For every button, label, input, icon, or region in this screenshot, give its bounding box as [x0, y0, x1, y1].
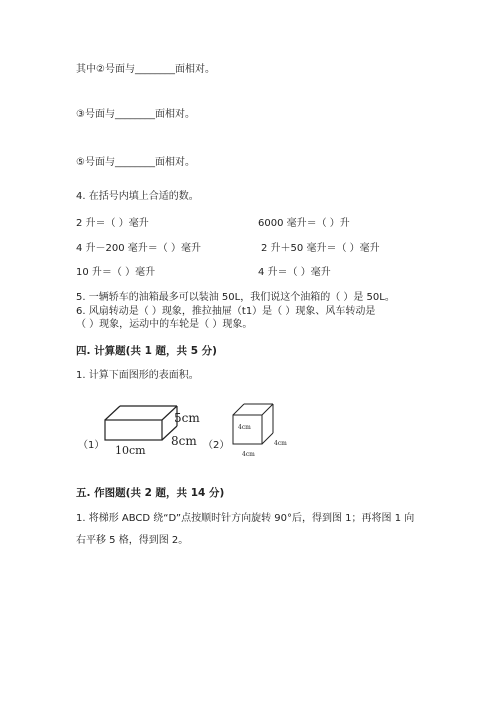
cuboid-length-label: 10cm [115, 444, 146, 457]
figure-label-2: （2） [203, 440, 230, 451]
blank-4l-to-ml: 4 升＝（ ）毫升 [258, 267, 331, 278]
cuboid-depth-label: 8cm [171, 434, 197, 448]
section-5-question-1-line-1: 1. 将梯形 ABCD 绕“D”点按顺时针方向旋转 90°后，得到图 1；再将图 1 向 [76, 513, 415, 524]
cuboid-height-label: 5cm [174, 411, 200, 425]
blank-4l-minus-200ml: 4 升－200 毫升＝（ ）毫升 [76, 243, 201, 254]
text-line-face-5: ⑤号面与________面相对。 [76, 157, 195, 168]
section-5-question-1-line-2: 右平移 5 格，得到图 2。 [76, 535, 189, 546]
question-6-line-1: 6. 风扇转动是（ ）现象，推拉抽屉（t1）是（ ）现象、风车转动是 [76, 306, 376, 317]
solids-figure [70, 398, 300, 460]
blank-2l-plus-50ml: 2 升＋50 毫升＝（ ）毫升 [261, 243, 380, 254]
text-line-face-2: 其中②号面与________面相对。 [76, 64, 215, 75]
section-4-heading: 四. 计算题(共 1 题，共 5 分) [76, 345, 217, 357]
blank-2l-to-ml: 2 升＝（ ）毫升 [76, 218, 149, 229]
question-5: 5. 一辆轿车的油箱最多可以装油 50L，我们说这个油箱的（ ）是 50L。 [76, 292, 395, 303]
solids-figure-svg [70, 398, 300, 460]
section-5-heading: 五. 作图题(共 2 题，共 14 分) [76, 487, 225, 499]
section-4-question-1: 1. 计算下面图形的表面积。 [76, 370, 199, 381]
question-4-title: 4. 在括号内填上合适的数。 [76, 191, 199, 202]
question-6-line-2: （ ）现象，运动中的车轮是（ ）现象。 [76, 319, 253, 330]
cuboid-shape [105, 406, 177, 440]
blank-10l-to-ml: 10 升＝（ ）毫升 [76, 267, 156, 278]
figure-label-1: （1） [78, 440, 105, 451]
cube-front-label: 4cm [238, 424, 251, 431]
cube-bottom-label: 4cm [242, 451, 255, 458]
blank-6000ml-to-l: 6000 毫升＝（ ）升 [258, 218, 350, 229]
text-line-face-3: ③号面与________面相对。 [76, 109, 195, 120]
cube-side-label: 4cm [274, 440, 287, 447]
